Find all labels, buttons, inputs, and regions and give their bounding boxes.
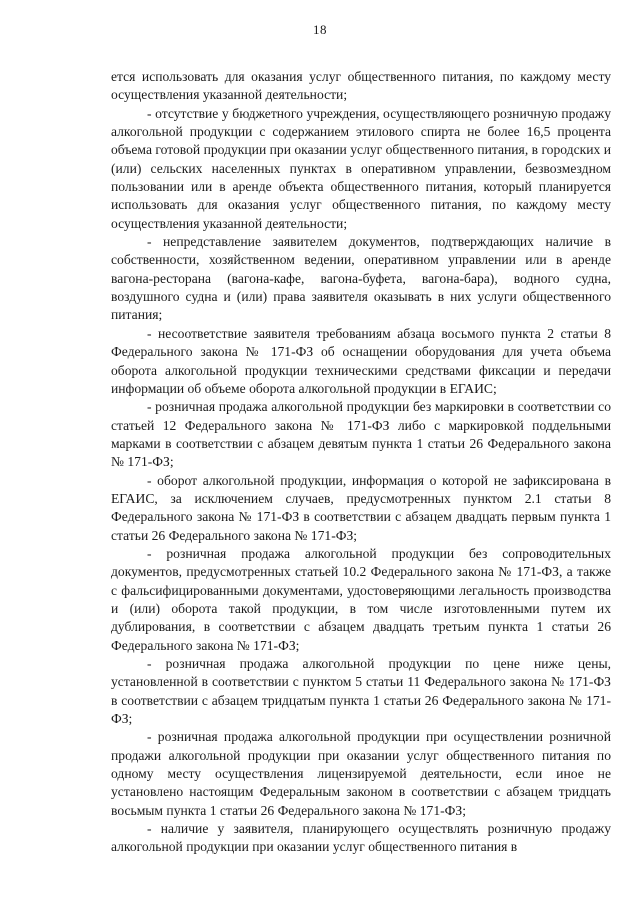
page-number: 18 xyxy=(313,22,327,37)
paragraph-not-recorded: - оборот алкогольной продукции, информация о которой не зафиксирована в ЕГАИС, за исключением случаев, предусмотренных пунктом 2.1 статьи 8 Федерального закона № 171-ФЗ в соответствии с абзацем двадцать первым пункта 1 статьи 26 Федерального закона № 171-ФЗ; xyxy=(111,472,611,543)
paragraph-budget-institution: - отсутствие у бюджетного учреждения, осуществляющего розничную продажу алкогольной продукции с содержанием этилового спирта не более 16,5 процента объема готовой продукции при оказании услуг общественного питания, в городских и (или) сельских населенных пунктах в оперативном управлении, безвозмездном пользовании или в аренде объекта общественного питания, который планируется использовать для оказания услуг общественного питания, по каждому месту осуществления указанной деятельности; xyxy=(111,105,611,231)
paragraph-applicant-planning: - наличие у заявителя, планирующего осуществлять розничную продажу алкогольной продукции при оказании услуг общественного питания в xyxy=(111,821,611,855)
paragraph-no-marking: - розничная продажа алкогольной продукции без маркировки в соответствии со статьей 12 Федерального закона № 171-ФЗ либо с маркировкой поддельными марками в соответствии с абзацем девятым пункта 1 статьи 26 Федерального закона № 171-ФЗ; xyxy=(111,399,611,470)
paragraph-no-accompanying-docs: - розничная продажа алкогольной продукции без сопроводительных документов, предусмотренных статьей 10.2 Федерального закона № 171-ФЗ, а также с фальсифицированными документами, удостоверяющими легальность производства и (или) оборота такой продукции, в том числе изготовленными путем их дублирования, в соответствии с абзацем двадцать третьим пункта 1 статьи 26 Федерального закона № 171-ФЗ; xyxy=(111,545,611,653)
paragraph-no-documents: - непредставление заявителем документов, подтверждающих наличие в собственности, хозяйственном ведении, оперативном управлении или в аренде вагона-ресторана (вагона-кафе, вагона-буфета, вагона-бара), водного судна, воздушного судна и (или) права заявителя оказывать в них услуги общественного питания; xyxy=(111,234,611,323)
paragraph-egais-equipment: - несоответствие заявителя требованиям абзаца восьмого пункта 2 статьи 8 Федерального закона № 171-ФЗ об оснащении оборудования для учета объема оборота алкогольной продукции техническими средствами фиксации и передачи информации об объеме оборота алкогольной продукции в ЕГАИС; xyxy=(111,325,611,396)
paragraph-below-price: - розничная продажа алкогольной продукции по цене ниже цены, установленной в соответствии с пунктом 5 статьи 11 Федерального закона № 171-ФЗ в соответствии с абзацем тридцатым пункта 1 статьи 26 Федерального закона № 171-ФЗ; xyxy=(111,656,611,727)
document-body xyxy=(111,68,611,857)
paragraph-one-place: - розничная продажа алкогольной продукции при осуществлении розничной продажи алкогольной продукции при оказании услуг общественного питания по одному месту осуществления лицензируемой деятельности, если иное не установлено настоящим Федеральным законом в соответствии с абзацем тридцать восьмым пункта 1 статьи 26 Федерального закона № 171-ФЗ; xyxy=(111,729,611,818)
paragraph-continuation: ется использовать для оказания услуг общественного питания, по каждому месту осуществления указанной деятельности; xyxy=(111,69,611,103)
